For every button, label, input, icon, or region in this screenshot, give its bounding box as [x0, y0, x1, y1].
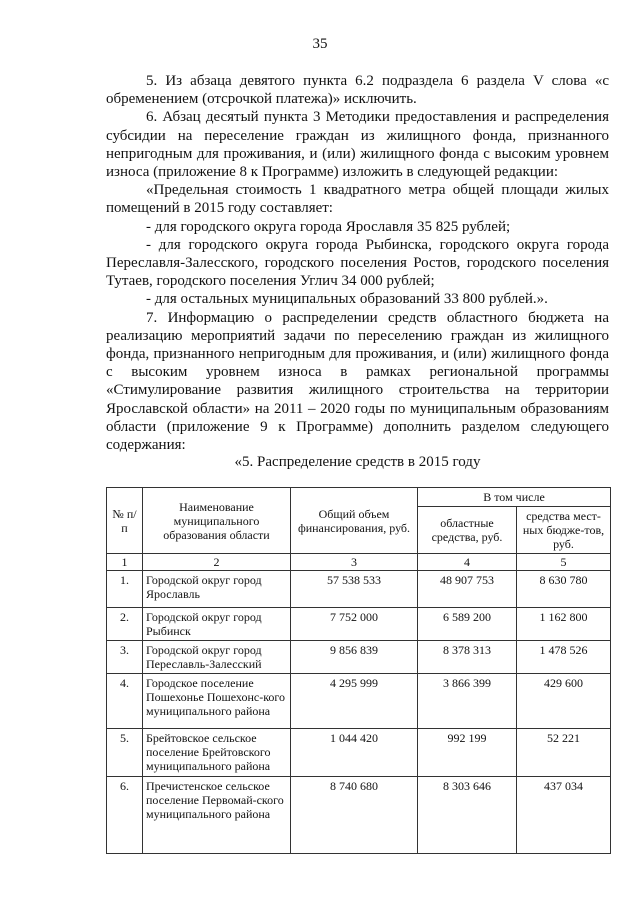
row-regional: 48 907 753 [418, 571, 517, 608]
row-num: 3. [107, 641, 143, 674]
row-local: 437 034 [517, 777, 611, 854]
row-regional: 992 199 [418, 729, 517, 777]
table-row [107, 777, 611, 854]
row-local: 1 162 800 [517, 608, 611, 641]
section-title: «5. Распределение средств в 2015 году [234, 454, 481, 470]
row-name: Городское поселение Пошехонье Пошехонс-кого муниципального района [143, 674, 291, 729]
row-name: Городской округ город Ярославль [143, 571, 291, 608]
row-num: 1. [107, 571, 143, 608]
row-num: 4. [107, 674, 143, 729]
row-regional: 3 866 399 [418, 674, 517, 729]
index-cell: 5 [517, 554, 611, 571]
row-num: 5. [107, 729, 143, 777]
index-cell: 3 [291, 554, 418, 571]
paragraph-price-yaroslavl: - для городского округа города Ярославля 35 825 рублей; [146, 218, 511, 235]
row-total: 8 740 680 [291, 777, 418, 854]
distribution-table [106, 487, 611, 854]
row-num: 6. [107, 777, 143, 854]
page-number: 35 [312, 36, 328, 52]
row-local: 1 478 526 [517, 641, 611, 674]
row-total: 1 044 420 [291, 729, 418, 777]
paragraph-item-7: 7. Информацию о распределении средств областного бюджета на реализацию мероприятий задачи по переселению граждан из жилищного фонда, признанного непригодным для проживания, и (или) жилищного фонда с высоким уровнем износа в рамках региональной программы «Стимулирование развития жилищного строительства на территории Ярославской области» на 2011 – 2020 годы по муниципальным образованиям области (приложение 9 к Программе) дополнить разделом следующего содержания: [106, 309, 609, 454]
row-regional: 6 589 200 [418, 608, 517, 641]
row-local: 8 630 780 [517, 571, 611, 608]
table-index-row [107, 554, 611, 571]
header-regional: областные средства, руб. [418, 507, 517, 554]
paragraph-item-6: 6. Абзац десятый пункта 3 Методики предоставления и распределения субсидии на переселение граждан из жилищного фонда, признанного непригодным для проживания, и (или) жилищного фонда с высоким уровнем износа (приложение 8 к Программе) изложить в следующей редакции: [106, 109, 609, 181]
table-row [107, 729, 611, 777]
row-name: Брейтовское сельское поселение Брейтовского муниципального района [143, 729, 291, 777]
document-body [106, 72, 609, 454]
row-regional: 8 303 646 [418, 777, 517, 854]
row-name: Пречистенское сельское поселение Первомай-ского муниципального района [143, 777, 291, 854]
header-name: Наименование муниципального образования области [143, 488, 291, 554]
row-total: 57 538 533 [291, 571, 418, 608]
table-row [107, 674, 611, 729]
paragraph-item-5: 5. Из абзаца девятого пункта 6.2 подраздела 6 раздела V слова «с обременением (отсрочкой платежа)» исключить. [106, 73, 609, 108]
paragraph-price-rybinsk-group: - для городского округа города Рыбинска, городского округа города Переславля-Залесского, городского поселения Ростов, городского поселения Тутаев, городского поселения Углич 34 000 рублей; [106, 236, 609, 290]
row-local: 429 600 [517, 674, 611, 729]
row-name: Городской округ город Переславль-Залесский [143, 641, 291, 674]
index-cell: 2 [143, 554, 291, 571]
row-total: 7 752 000 [291, 608, 418, 641]
header-total: Общий объем финансирования, руб. [291, 488, 418, 554]
row-name: Городской округ город Рыбинск [143, 608, 291, 641]
row-num: 2. [107, 608, 143, 641]
row-regional: 8 378 313 [418, 641, 517, 674]
table-row [107, 641, 611, 674]
row-total: 4 295 999 [291, 674, 418, 729]
row-total: 9 856 839 [291, 641, 418, 674]
index-cell: 4 [418, 554, 517, 571]
row-local: 52 221 [517, 729, 611, 777]
table-row [107, 608, 611, 641]
paragraph-price-others: - для остальных муниципальных образований 33 800 рублей.». [146, 291, 548, 308]
table-header-row [107, 488, 611, 507]
header-num: № п/п [107, 488, 143, 554]
index-cell: 1 [107, 554, 143, 571]
table-row [107, 571, 611, 608]
header-local: средства мест-ных бюдже-тов, руб. [517, 507, 611, 554]
header-group: В том числе [418, 488, 611, 507]
paragraph-price-intro: «Предельная стоимость 1 квадратного метра общей площади жилых помещений в 2015 году составляет: [106, 182, 609, 217]
